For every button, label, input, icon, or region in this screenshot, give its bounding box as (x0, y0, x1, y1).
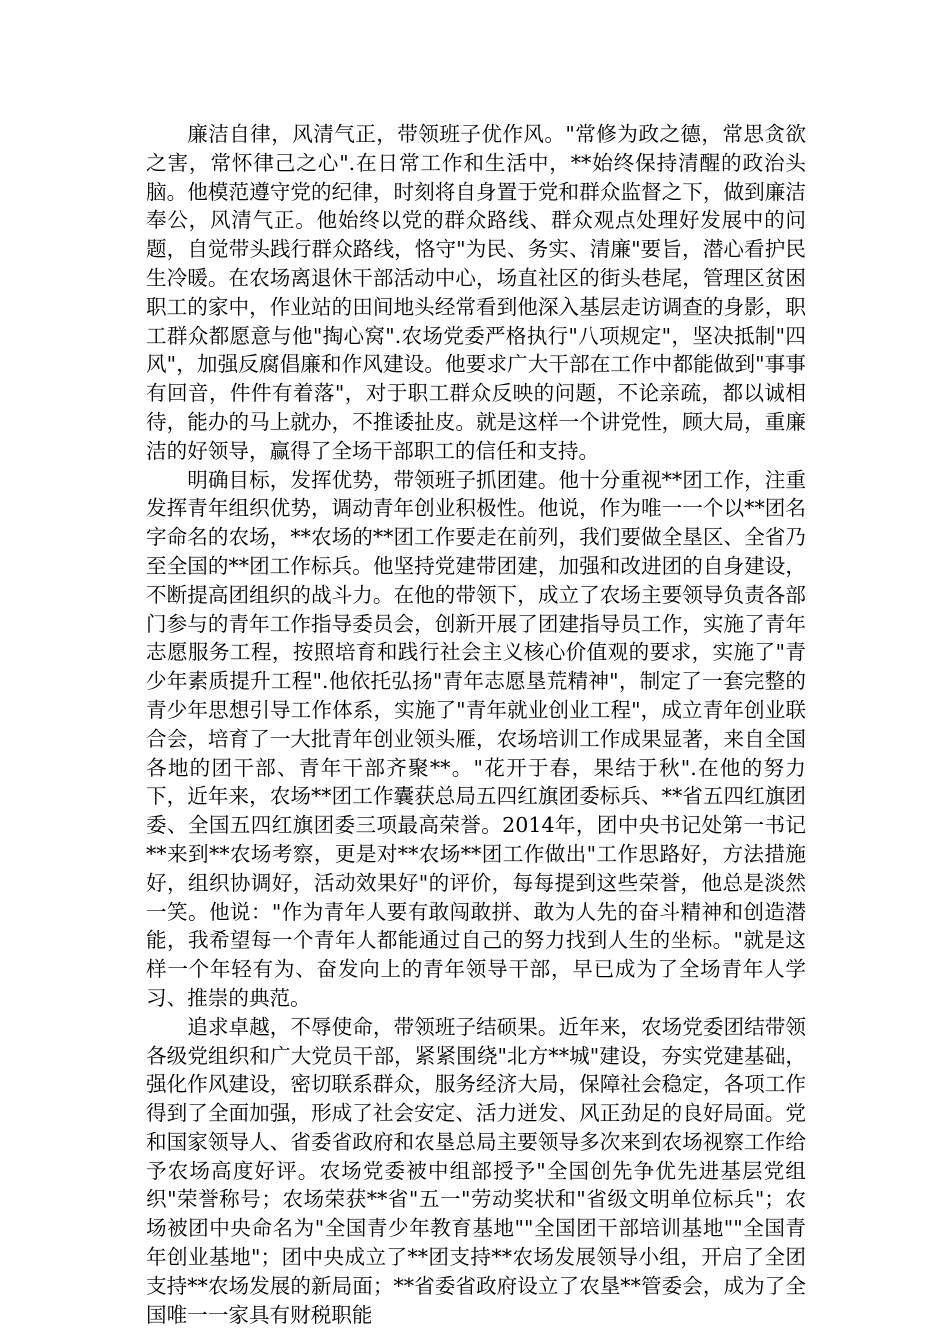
paragraph-youth-league: 明确目标，发挥优势，带领班子抓团建。他十分重视**团工作，注重发挥青年组织优势，调动青年创业积极性。他说，作为唯一一个以**团名字命名的农场，**农场的**团工作要走在前列，我们要做全垦区、全省乃至全国的**团工作标兵。他坚持党建带团建，加强和改进团的自身建设，不断提高团组织的战斗力。在他的带领下，成立了农场主要领导负责各部门参与的青年工作指导委员会，创新开展了团建指导员工作，实施了青年志愿服务工程，按照培育和践行社会主义核心价值观的要求，实施了"青少年素质提升工程".他依托弘扬"青年志愿垦荒精神"，制定了一套完整的青少年思想引导工作体系，实施了"青年就业创业工程"，成立青年创业联合会，培育了一大批青年创业领头雁，农场培训工作成果显著，来自全国各地的团干部、青年干部齐聚**。"花开于春，果结于秋".在他的努力下，近年来，农场**团工作囊获总局五四红旗团委标兵、**省五四红旗团委、全国五四红旗团委三项最高荣誉。2014年，团中央书记处第一书记**来到**农场考察，更是对**农场**团工作做出"工作思路好，方法措施好，组织协调好，活动效果好"的评价，每每提到这些荣誉，他总是淡然一笑。他说："作为青年人要有敢闯敢拼、敢为人先的奋斗精神和创造潜能，我希望每一个青年人都能通过自己的努力找到人生的坐标。"就是这样一个年轻有为、奋发向上的青年领导干部，早已成为了全场青年人学习、推崇的典范。 (146, 467, 806, 1010)
body-text (146, 120, 806, 1329)
paragraph-integrity: 廉洁自律，风清气正，带领班子优作风。"常修为政之德，常思贪欲之害，常怀律己之心".在日常工作和生活中，**始终保持清醒的政治头脑。他模范遵守党的纪律，时刻将自身置于党和群众监督之下，做到廉洁奉公，风清气正。他始终以党的群众路线、群众观点处理好发展中的问题，自觉带头践行群众路线，恪守"为民、务实、清廉"要旨，潜心看护民生冷暖。在农场离退休干部活动中心，场直社区的街头巷尾，管理区贫困职工的家中，作业站的田间地头经常看到他深入基层走访调查的身影，职工群众都愿意与他"掏心窝".农场党委严格执行"八项规定"，坚决抵制"四风"，加强反腐倡廉和作风建设。他要求广大干部在工作中都能做到"事事有回音，件件有着落"，对于职工群众反映的问题，不论亲疏，都以诚相待，能办的马上就办，不推诿扯皮。就是这样一个讲党性，顾大局，重廉洁的好领导，赢得了全场干部职工的信任和支持。 (146, 122, 806, 463)
paragraph-achievements: 追求卓越，不辱使命，带领班子结硕果。近年来，农场党委团结带领各级党组织和广大党员干部，紧紧围绕"北方**城"建设，夯实党建基础，强化作风建设，密切联系群众，服务经济大局，保障社会稳定，各项工作得到了全面加强，形成了社会安定、活力迸发、风正劲足的良好局面。党和国家领导人、省委省政府和农垦总局主要领导多次来到农场视察工作给予农场高度好评。农场党委被中组部授予"全国创先争优先进基层党组织"荣誉称号；农场荣获**省"五一"劳动奖状和"省级文明单位标兵"；农场被团中央命名为"全国青少年教育基地""全国团干部培训基地""全国青年创业基地"；团中央成立了**团支持**农场发展领导小组，开启了全团支持**农场发展的新局面；**省委省政府设立了农垦**管委会，成为了全国唯一一家具有财税职能 (146, 1014, 806, 1327)
